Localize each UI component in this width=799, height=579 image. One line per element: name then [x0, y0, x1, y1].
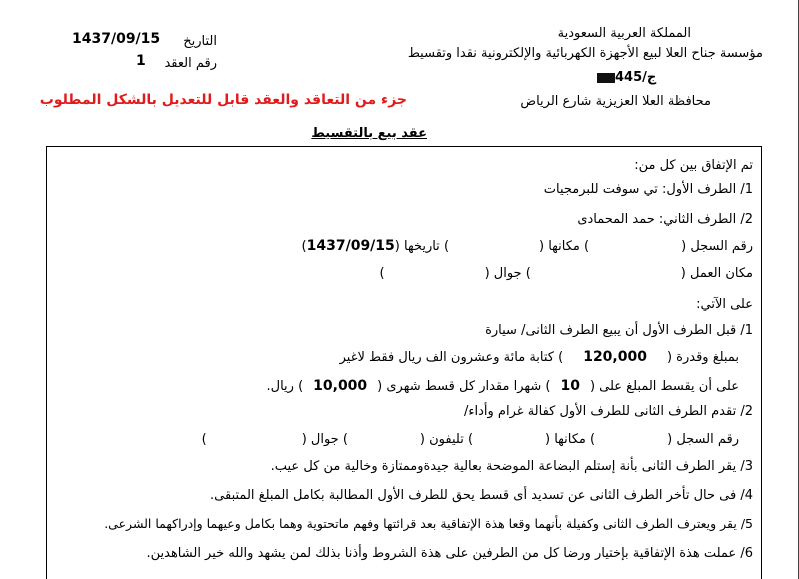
- clause-5: 5/ يقر ويعترف الطرف الثانى وكفيلة بأنهما وقعا هذة الإتفاقية بعد قرائتها وفهم ماتحتوية وهما بكامل وعيهما وإدراكهما الشرعى.: [104, 516, 753, 531]
- guarantor-reg-label: رقم السجل (: [667, 432, 739, 447]
- amount-value: 120,000: [583, 349, 647, 365]
- cr-number: 445/: [615, 70, 647, 85]
- date-label: التاريخ: [183, 34, 217, 49]
- installment-label: على أن يقسط المبلغ على (: [589, 379, 739, 394]
- guarantor-close: ): [201, 432, 207, 447]
- installment-monthly-label: ) شهرا مقدار كل قسط شهرى (: [377, 379, 551, 394]
- guarantor-phone-label: ) تليفون (: [419, 432, 474, 447]
- work-line: [380, 266, 754, 281]
- party-one: 1/ الطرف الأول: تي سوفت للبرمجيات: [543, 182, 753, 197]
- guarantor-place-label: ) مكانها (: [545, 432, 596, 447]
- commercial-register: 445/ج: [597, 70, 656, 85]
- reg-place-label: ) مكانها (: [539, 239, 590, 254]
- reg-date-value: 1437/09/15: [306, 238, 395, 254]
- work-mobile-label: ) جوال (: [484, 266, 531, 281]
- amount-words-label: ) كتابة: [529, 350, 564, 365]
- editable-note: جزء من التعاقد والعقد قابل للتعديل بالشكل المطلوب: [39, 92, 407, 108]
- clause-6: 6/ عملت هذة الإتفاقية بإختيار ورضا كل من الطرفين على هذة الشروط وأذنا بذلك لمن يشهد والله خير الشاهدين.: [146, 546, 753, 561]
- amount-words: مائة وعشرون الف ريال فقط لاغير: [339, 350, 526, 365]
- company-name: مؤسسة جناح العلا لبيع الأجهزة الكهربائية والإلكترونية نقدا وتقسيط: [407, 46, 763, 61]
- reg-date-close: ): [301, 239, 307, 254]
- contract-number-value: 1: [136, 53, 146, 69]
- reg-label: رقم السجل (: [681, 239, 753, 254]
- intro-text: تم الإتفاق بين كل من:: [634, 158, 753, 173]
- clause-1: 1/ قبل الطرف الأول أن يبيع الطرف الثانى/ سيارة: [485, 323, 753, 338]
- installment-months: 10: [560, 378, 580, 394]
- amount-line: [340, 349, 739, 365]
- redaction-mark: [597, 73, 615, 83]
- kingdom-name: المملكة العربية السعودية: [557, 26, 691, 41]
- installment-value: 10,000: [313, 378, 368, 394]
- party-two: 2/ الطرف الثاني: حمد المحمادى: [577, 212, 753, 227]
- installment-line: [267, 378, 740, 394]
- work-label: مكان العمل (: [680, 266, 753, 281]
- guarantor-line: [202, 432, 739, 447]
- amount-label: بمبلغ وقدرة (: [666, 350, 739, 365]
- reg-date-label: ) تاريخها (: [394, 239, 450, 254]
- guarantor-mobile-label: ) جوال (: [301, 432, 348, 447]
- company-address: محافظة العلا العزيزية شارع الرياض: [520, 94, 711, 109]
- clause-2: 2/ تقدم الطرف الثانى للطرف الأول كفالة غرام وأداء/: [464, 404, 753, 419]
- contract-number-label: رقم العقد: [164, 56, 217, 71]
- date-value: 1437/09/15: [72, 31, 161, 47]
- installment-riyal: ) ريال.: [266, 379, 304, 394]
- contract-title: عقد بيع بالتقسيط: [311, 126, 427, 141]
- registration-line: [302, 238, 753, 254]
- agreed-on: على الآتي:: [696, 297, 753, 312]
- clause-3: 3/ يقر الطرف الثانى بأنة إستلم البضاعة الموضحة بعالية جيدةوممتازة وخالية من كل عيب.: [270, 459, 753, 474]
- work-close: ): [379, 266, 385, 281]
- clause-4: 4/ فى حال تأخر الطرف الثانى عن تسديد أى قسط يحق للطرف الأول المطالبة بكامل المبلغ المتبقى.: [210, 488, 753, 503]
